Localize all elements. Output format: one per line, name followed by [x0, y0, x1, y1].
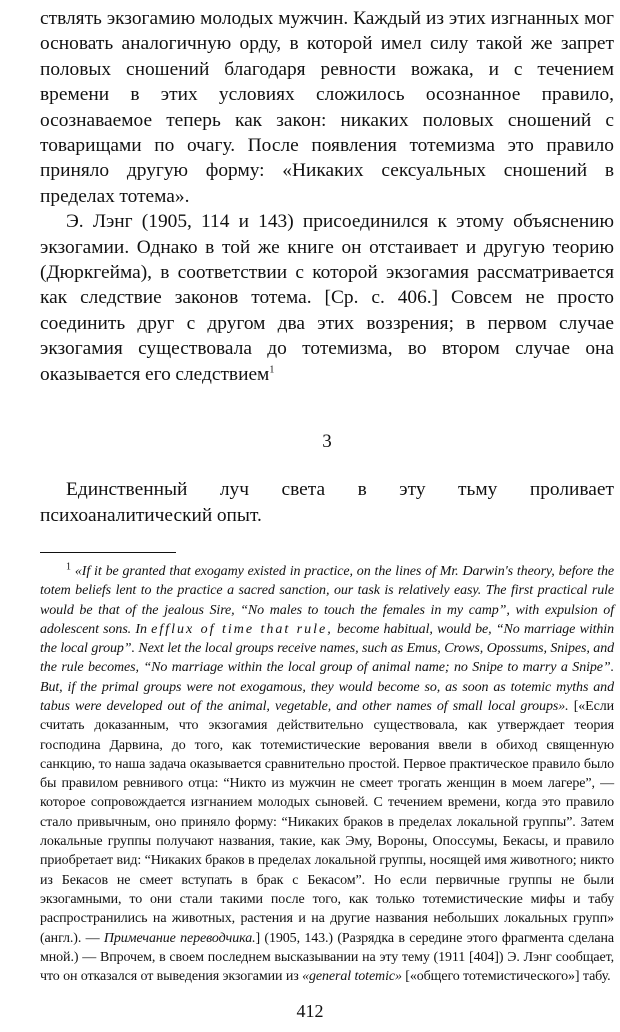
page-number: 412 [296, 1001, 324, 1021]
footnote-english-quote-a: «If it be granted that exogamy existed in practice, on the lines of Mr. Darwin's theory, before the totem beliefs lent to the practice a sacred sanction, our task is relatively easy. The first practical rule would be that of the jealous Sire, “No males to touch the females in my camp”, with expulsion of adolescent sons. In [40, 563, 615, 637]
footnote-ref[interactable]: 1 [269, 364, 275, 376]
paragraph-3: Единственный луч света в эту тьму проливает психоаналитический опыт. [40, 479, 614, 526]
footnote-marker: 1 [66, 561, 71, 573]
footnote-russian-continuation: ] (1905, 143.) (Разрядка в середине этого фрагмента сделана мной.) — Впрочем, в своем последнем высказывании на эту тему (1911 [404]) Э. Лэнг сообщает, что он отказался от выведения экзогамии из [40, 930, 614, 985]
main-text [40, 6, 614, 528]
footnote-russian-ending: [«общего тотемистического»] табу. [405, 969, 611, 985]
page [40, 6, 614, 986]
footnote-divider [40, 552, 176, 553]
footnote-english-quote-b: become habitual, would be, “No marriage within the local group”. Next let the local groups receive names, such as Emus, Crows, Opossums, Snipes, and the rule becomes, “No marriage within the local group of animal name; no Snipe to marry a Snipe”. But, if the primal groups were not exogamous, they would become so, as soon as totemic myths and tabus were developed out of the animal, vegetable, and other names of small local groups». [40, 621, 615, 714]
paragraph-2 [40, 209, 614, 387]
paragraph-2-text: Э. Лэнг (1905, 114 и 143) присоединился к этому объяснению экзогамии. Однако в той же книге он отстаивает и другую теорию (Дюркгейма), в соответствии с которой экзогамия рассматривается как следствие законов тотема. [Ср. с. 406.] Совсем не просто соединить друг с другом два этих воззрения; в первом случае экзогамия существовала до тотемизма, во втором случае она оказывается его следствием [40, 211, 614, 385]
footnote-russian-translation: [«Если считать доказанным, что экзогамия действительно существовала, как утверждает теория господина Дарвина, до того, как тотемистические верования ввели в обиход священную санкцию, то наша задача оказывается сравнительно простой. Первое практическое правило было бы правилом ревнивого отца: “Никто из мужчин не смеет трогать женщин в моем лагере”, — которое сопровождается изгнанием молодых сыновей. С течением времени, когда это правило стало привычным, оно приняло форму: “Никаких браков в пределах локальной группы”. Затем локальные группы получают названия, такие, как Эму, Вороны, Опоссумы, Бекасы, и правило приобретает вид: “Никаких браков в пределах локальной группы, носящей имя животного; никто из Бекасов не смеет вступать в брак с Бекасом”. Но если первичные группы не были экзогамными, то они стали такими после того, как только тотемистические мифы и табу распространились на животных, растения и на другие названия небольших локальных групп» (англ.). — [40, 698, 615, 946]
general-totemic-term: «general totemic» [302, 969, 402, 985]
footnote-english-emphasis: efflux of time that rule, [151, 621, 333, 637]
footnote-body [40, 562, 614, 987]
paragraph-1: ствлять экзогамию молодых мужчин. Каждый из этих изгнанных мог основать аналогичную орду, в которой имел силу такой же запрет половых сношений благодаря ревности вожака, и с течением времени в этих условиях сложилось осознанное правило, осознаваемое теперь как закон: никаких половых сношений с товарищами по очагу. После появления тотемизма это правило приняло другую форму: «Никаких сексуальных сношений в пределах тотема». [40, 8, 614, 207]
footnote [40, 562, 614, 987]
translator-note: Примечание переводчика. [103, 930, 256, 946]
section-number: 3 [322, 431, 332, 453]
